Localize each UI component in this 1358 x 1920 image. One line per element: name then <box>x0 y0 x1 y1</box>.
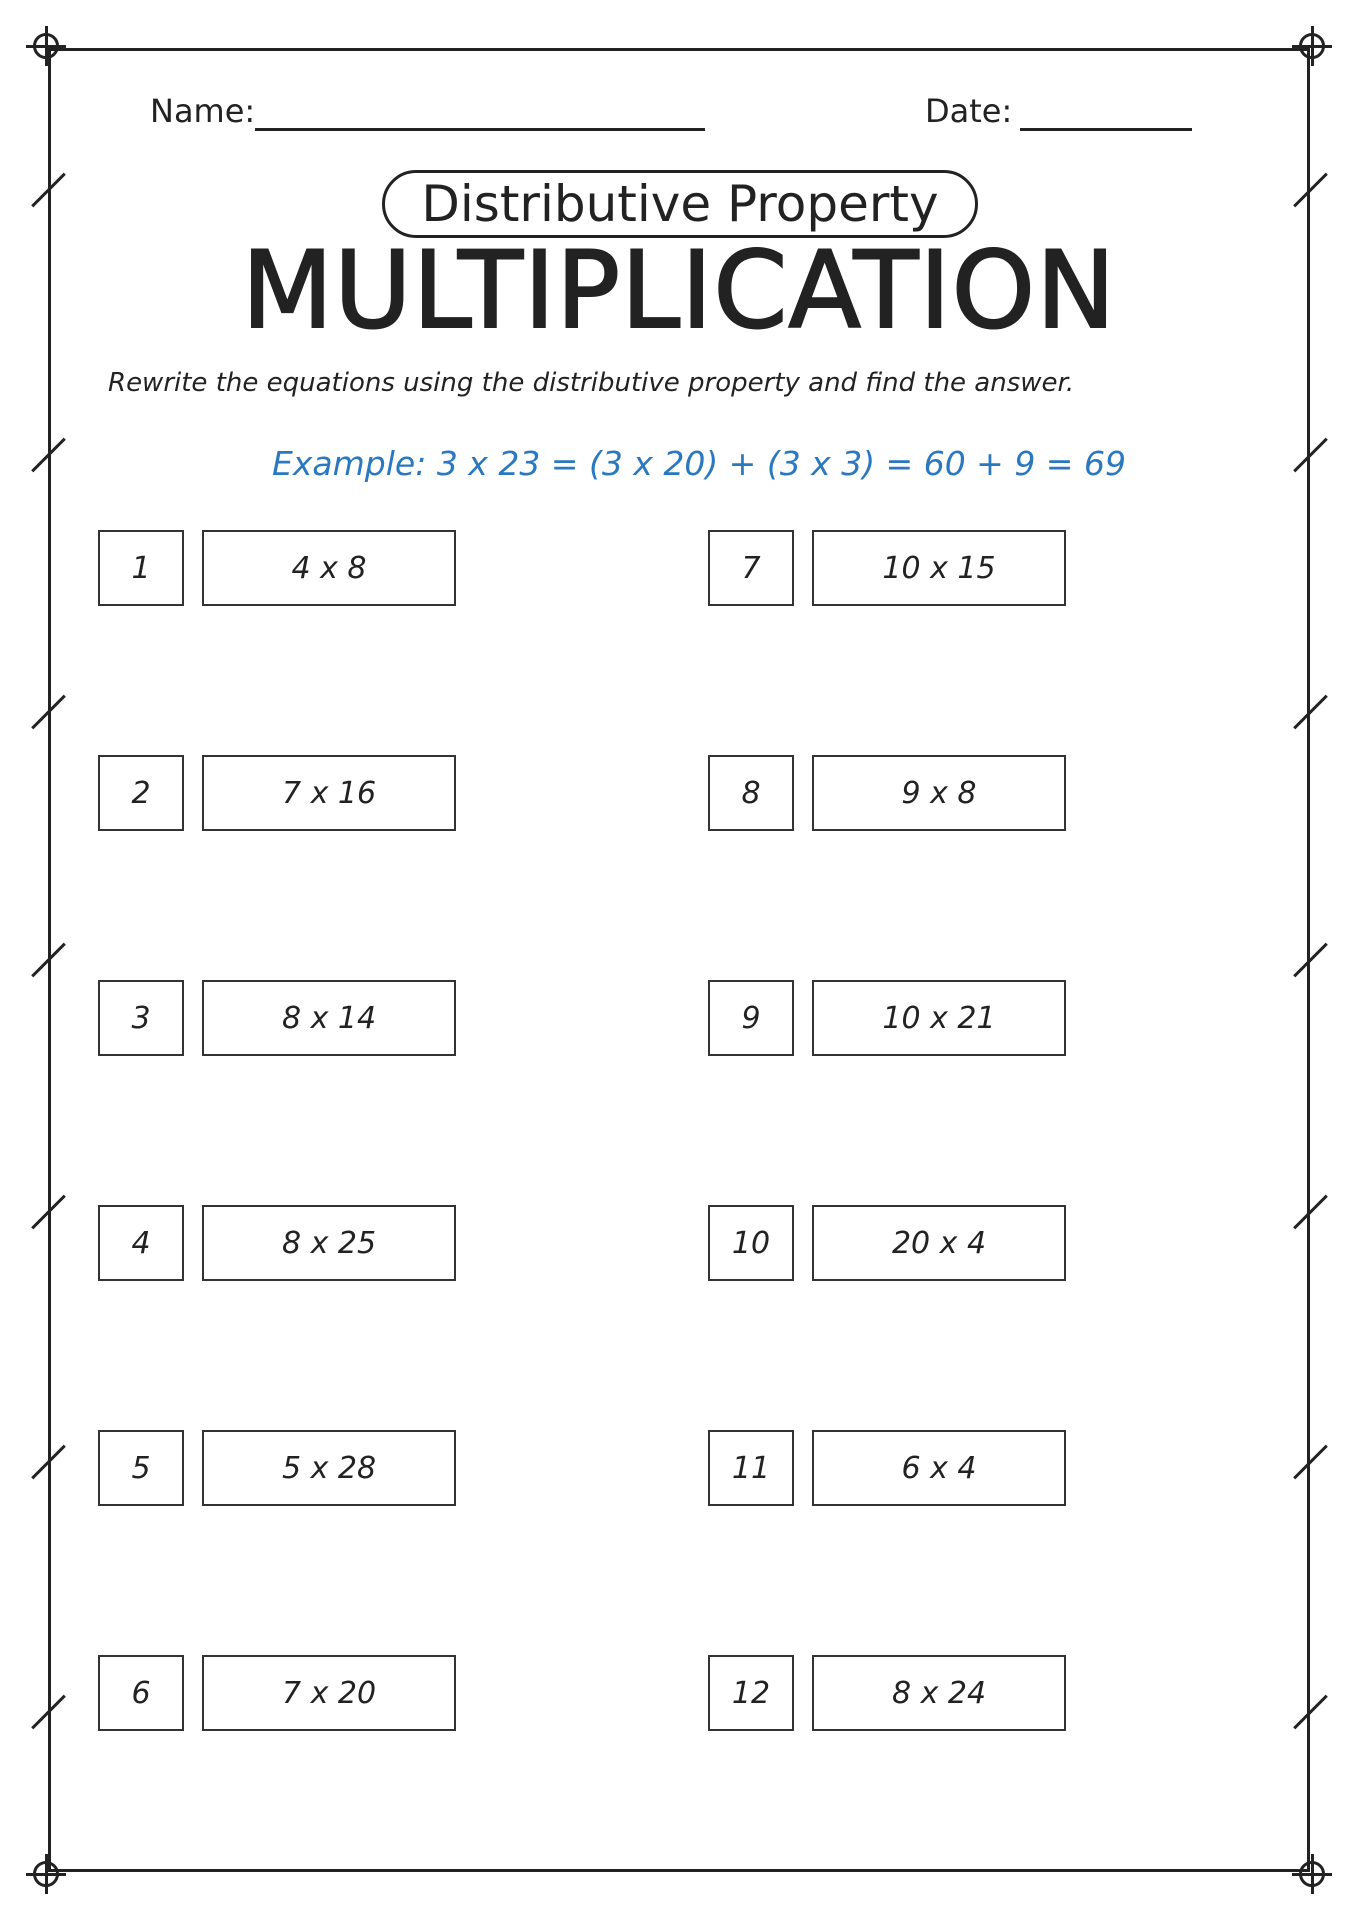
problem-equation: 8 x 14 <box>202 980 456 1056</box>
corner-bottom-right-ornament <box>1299 1861 1325 1887</box>
problem-equation: 7 x 20 <box>202 1655 456 1731</box>
problem-number: 10 <box>708 1205 794 1281</box>
problem-equation: 7 x 16 <box>202 755 456 831</box>
problem-equation: 8 x 25 <box>202 1205 456 1281</box>
instructions: Rewrite the equations using the distributive property and find the answer. <box>108 368 1075 398</box>
date-field[interactable] <box>1020 128 1192 131</box>
problem-number: 3 <box>98 980 184 1056</box>
problem-number: 12 <box>708 1655 794 1731</box>
corner-top-right-ornament <box>1299 33 1325 59</box>
problem-number: 7 <box>708 530 794 606</box>
problem-number: 1 <box>98 530 184 606</box>
problem-number: 11 <box>708 1430 794 1506</box>
example-equation: Example: 3 x 23 = (3 x 20) + (3 x 3) = 60 + 9 = 69 <box>272 444 1126 483</box>
subtitle-text: Distributive Property <box>421 175 939 233</box>
subtitle-pill <box>382 170 978 238</box>
corner-bottom-left-ornament <box>33 1861 59 1887</box>
problem-equation: 5 x 28 <box>202 1430 456 1506</box>
problem-number: 9 <box>708 980 794 1056</box>
worksheet-title: MULTIPLICATION <box>241 229 1117 352</box>
problem-equation: 10 x 15 <box>812 530 1066 606</box>
corner-top-left-ornament <box>33 33 59 59</box>
problem-number: 2 <box>98 755 184 831</box>
problem-equation: 6 x 4 <box>812 1430 1066 1506</box>
problem-number: 4 <box>98 1205 184 1281</box>
problem-equation: 20 x 4 <box>812 1205 1066 1281</box>
problem-equation: 4 x 8 <box>202 530 456 606</box>
problem-number: 5 <box>98 1430 184 1506</box>
problem-number: 8 <box>708 755 794 831</box>
problem-equation: 9 x 8 <box>812 755 1066 831</box>
problem-equation: 10 x 21 <box>812 980 1066 1056</box>
name-label: Name: <box>150 92 256 130</box>
problem-number: 6 <box>98 1655 184 1731</box>
name-field[interactable] <box>255 128 705 131</box>
problem-equation: 8 x 24 <box>812 1655 1066 1731</box>
date-label: Date: <box>925 92 1013 130</box>
